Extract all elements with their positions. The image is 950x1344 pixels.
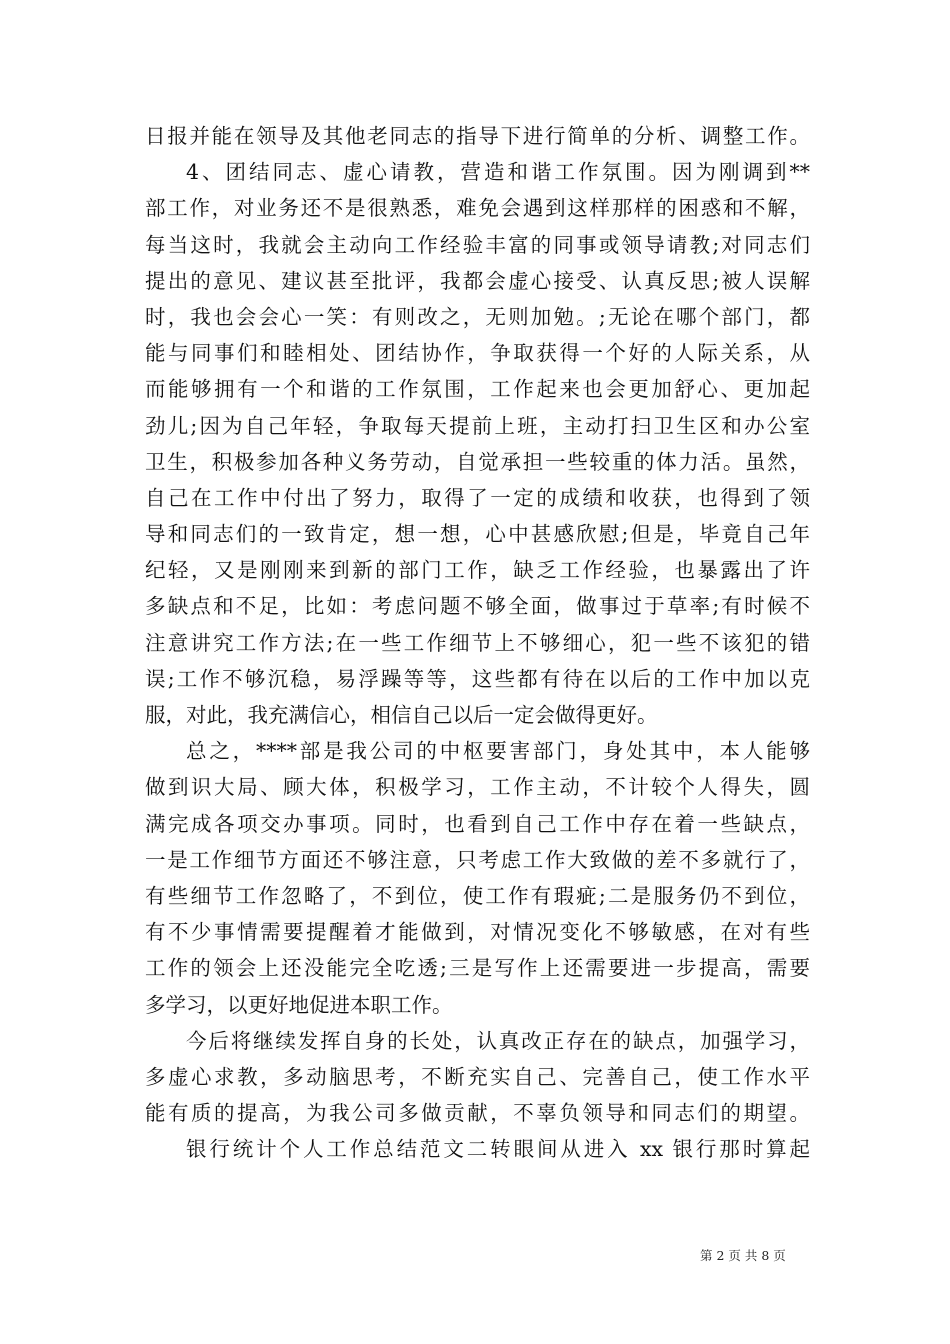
text-line: 注意讲究工作方法;在一些工作细节上不够细心，犯一些不该犯的错 xyxy=(145,630,810,655)
text-line: 自己在工作中付出了努力，取得了一定的成绩和收获，也得到了领 xyxy=(145,485,810,510)
text-line: 做到识大局、顾大体，积极学习，工作主动，不计较个人得失，圆 xyxy=(145,775,810,800)
text-line: 工作的领会上还没能完全吃透;三是写作上还需要进一步提高，需要 xyxy=(145,956,810,981)
text-line: 满完成各项交办事项。同时，也看到自己工作中存在着一些缺点， xyxy=(145,811,810,836)
text-line: 纪轻，又是刚刚来到新的部门工作，缺乏工作经验，也暴露出了许 xyxy=(145,558,810,583)
text-line: 多虚心求教，多动脑思考，不断充实自己、完善自己，使工作水平 xyxy=(145,1064,810,1089)
text-line: 部工作，对业务还不是很熟悉，难免会遇到这样那样的困惑和不解， xyxy=(145,196,810,221)
text-line: 总之，****部是我公司的中枢要害部门，身处其中，本人能够 xyxy=(186,739,810,764)
text-line: 提出的意见、建议甚至批评，我都会虚心接受、认真反思;被人误解 xyxy=(145,268,810,293)
text-line: 4、团结同志、虚心请教，营造和谐工作氛围。因为刚调到** xyxy=(186,160,810,185)
text-line: 每当这时，我就会主动向工作经验丰富的同事或领导请教;对同志们 xyxy=(145,232,810,257)
body-text xyxy=(145,118,810,1167)
text-line: 卫生，积极参加各种义务劳动，自觉承担一些较重的体力活。虽然， xyxy=(145,449,810,474)
text-line: 而能够拥有一个和谐的工作氛围，工作起来也会更加舒心、更加起 xyxy=(145,377,810,402)
text-line: 日报并能在领导及其他老同志的指导下进行简单的分析、调整工作。 xyxy=(145,124,810,148)
text-line: 一是工作细节方面还不够注意，只考虑工作大致做的差不多就行了， xyxy=(145,847,810,872)
text-line: 银行统计个人工作总结范文二转眼间从进入 xx 银行那时算起 xyxy=(186,1137,810,1162)
text-line: 多学习，以更好地促进本职工作。 xyxy=(145,992,453,1017)
text-line: 能有质的提高，为我公司多做贡献，不辜负领导和同志们的期望。 xyxy=(145,1101,810,1126)
page-number: 第 2 页 共 8 页 xyxy=(700,1248,786,1263)
text-line: 今后将继续发挥自身的长处，认真改正存在的缺点，加强学习， xyxy=(186,1028,810,1053)
text-line: 有些细节工作忽略了，不到位，使工作有瑕疵;二是服务仍不到位， xyxy=(145,883,810,908)
text-line: 有不少事情需要提醒着才能做到，对情况变化不够敏感，在对有些 xyxy=(145,920,810,945)
text-line: 误;工作不够沉稳，易浮躁等等，这些都有待在以后的工作中加以克 xyxy=(145,666,810,691)
text-line: 时，我也会会心一笑：有则改之，无则加勉。;无论在哪个部门，都 xyxy=(145,304,810,329)
text-line: 能与同事们和睦相处、团结协作，争取获得一个好的人际关系，从 xyxy=(145,341,810,366)
text-line: 服，对此，我充满信心，相信自己以后一定会做得更好。 xyxy=(145,703,658,727)
text-line: 劲儿;因为自己年轻，争取每天提前上班，主动打扫卫生区和办公室 xyxy=(145,413,810,438)
text-line: 导和同志们的一致肯定，想一想，心中甚感欣慰;但是，毕竟自己年 xyxy=(145,522,810,547)
text-line: 多缺点和不足，比如：考虑问题不够全面，做事过于草率;有时候不 xyxy=(145,594,810,619)
